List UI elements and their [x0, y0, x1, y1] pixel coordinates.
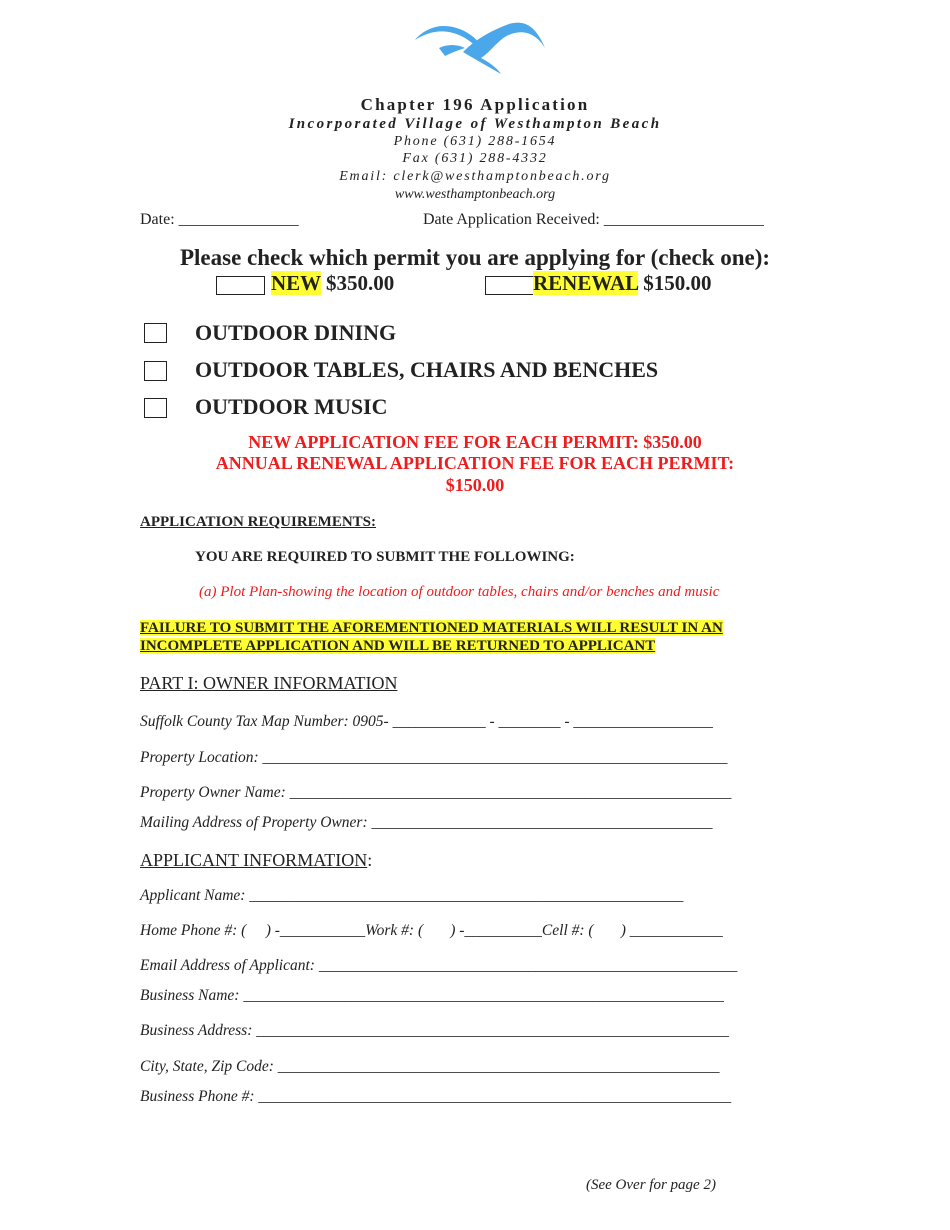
failure-warning-line2: INCOMPLETE APPLICATION AND WILL BE RETURNED TO APPLICANT: [140, 638, 656, 654]
website-line: www.westhamptonbeach.org: [394, 187, 556, 202]
new-checkbox[interactable]: [216, 276, 265, 295]
requirements-heading: APPLICATION REQUIREMENTS:: [140, 514, 376, 530]
applicant-heading: APPLICANT INFORMATION:: [140, 850, 373, 870]
city-state-zip-field[interactable]: City, State, Zip Code: _________________________________________________________: [140, 1058, 720, 1075]
property-owner-name-field[interactable]: Property Owner Name: _________________________________________________________: [140, 784, 732, 801]
phone-numbers-field[interactable]: Home Phone #: ( ) -___________Work #: ( ) -__________Cell #: ( ) ____________: [140, 922, 723, 939]
renewal-label: RENEWAL: [533, 271, 639, 295]
property-location-field[interactable]: Property Location: ____________________________________________________________: [140, 749, 728, 766]
renewal-option: [533, 271, 712, 296]
outdoor-music-checkbox[interactable]: [144, 398, 167, 418]
email-line: Email: clerk@westhamptonbeach.org: [339, 169, 611, 184]
page-footer-note: (See Over for page 2): [586, 1177, 716, 1193]
outdoor-dining-checkbox[interactable]: [144, 323, 167, 343]
business-phone-field[interactable]: Business Phone #: _____________________________________________________________: [140, 1088, 732, 1105]
new-label: NEW: [271, 271, 321, 295]
phone-line: Phone (631) 288-1654: [393, 134, 557, 149]
business-name-field[interactable]: Business Name: ______________________________________________________________: [140, 987, 724, 1004]
permit-choice-heading: Please check which permit you are applying for (check one):: [179, 245, 771, 270]
new-fee: $350.00: [326, 271, 395, 295]
outdoor-tables-label: OUTDOOR TABLES, CHAIRS AND BENCHES: [195, 357, 659, 382]
fax-line: Fax (631) 288-4332: [402, 151, 548, 166]
village-name: Incorporated Village of Westhampton Beach: [288, 116, 662, 132]
renewal-checkbox[interactable]: [485, 276, 534, 295]
form-title: Chapter 196 Application: [360, 95, 590, 114]
renewal-fee-amount: $150.00: [445, 475, 505, 495]
failure-warning-line1: FAILURE TO SUBMIT THE AFOREMENTIONED MATERIALS WILL RESULT IN AN: [140, 620, 723, 636]
outdoor-dining-label: OUTDOOR DINING: [195, 320, 397, 345]
part1-heading: PART I: OWNER INFORMATION: [140, 673, 398, 693]
applicant-email-field[interactable]: Email Address of Applicant: ______________________________________________________: [140, 957, 738, 974]
outdoor-tables-checkbox[interactable]: [144, 361, 167, 381]
date-received-field[interactable]: Date Application Received: ____________________: [423, 211, 764, 228]
renewal-fee-notice: ANNUAL RENEWAL APPLICATION FEE FOR EACH PERMIT:: [215, 453, 735, 473]
business-address-field[interactable]: Business Address: _____________________________________________________________: [140, 1022, 729, 1039]
tax-map-number-field[interactable]: Suffolk County Tax Map Number: 0905- ____________ - ________ - __________________: [140, 713, 713, 730]
renewal-fee: $150.00: [643, 271, 712, 295]
new-fee-notice: NEW APPLICATION FEE FOR EACH PERMIT: $350.00: [248, 432, 702, 452]
mailing-address-field[interactable]: Mailing Address of Property Owner: ____________________________________________: [140, 814, 713, 831]
applicant-name-field[interactable]: Applicant Name: ________________________________________________________: [140, 887, 684, 904]
village-logo: [413, 18, 547, 76]
new-option: [271, 271, 394, 296]
outdoor-music-label: OUTDOOR MUSIC: [195, 394, 388, 419]
submit-following-heading: YOU ARE REQUIRED TO SUBMIT THE FOLLOWING:: [195, 549, 575, 565]
plot-plan-requirement: (a) Plot Plan-showing the location of outdoor tables, chairs and/or benches and music: [199, 584, 720, 600]
failure-warning: [140, 619, 820, 655]
date-field[interactable]: Date: _______________: [140, 211, 299, 228]
